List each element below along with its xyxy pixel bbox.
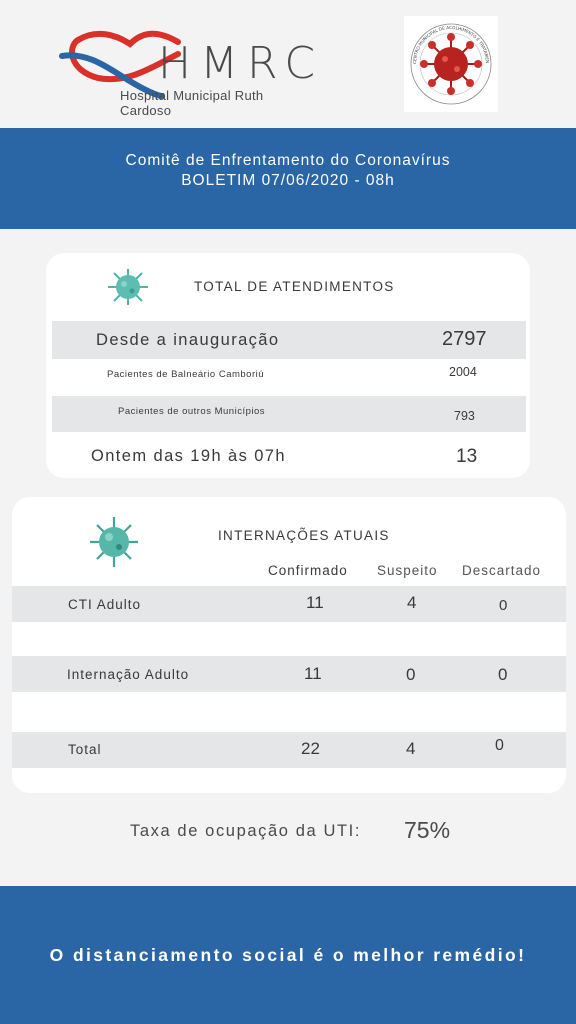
- internacoes-title: INTERNAÇÕES ATUAIS: [218, 528, 390, 543]
- total-suspeito: 4: [406, 739, 416, 758]
- row-label-cti: CTI Adulto: [68, 597, 142, 612]
- header-descartado: Descartado: [462, 563, 542, 578]
- internacoes-card: [12, 497, 566, 793]
- logo-subtitle: Hospital Municipal Ruth Cardoso: [120, 88, 264, 118]
- footer-message: O distanciamento social é o melhor remédio!: [49, 945, 527, 965]
- internacao-descartado: 0: [498, 665, 508, 684]
- header-suspeito: Suspeito: [377, 563, 438, 578]
- header: [0, 0, 576, 128]
- total-descartado: 0: [495, 737, 504, 754]
- logo-text: HMRC: [158, 38, 325, 89]
- atendimentos-title: TOTAL DE ATENDIMENTOS: [194, 279, 395, 294]
- inauguracao-label: Desde a inauguração: [96, 331, 280, 349]
- internacao-suspeito: 0: [406, 665, 416, 684]
- virus-icon: [88, 515, 140, 569]
- header-confirmado: Confirmado: [268, 563, 348, 578]
- outros-label: Pacientes de outros Municípios: [118, 406, 266, 417]
- ontem-value: 13: [456, 446, 478, 467]
- footer-banner: [0, 886, 576, 1024]
- internacao-confirmado: 11: [304, 664, 322, 683]
- ontem-label: Ontem das 19h às 07h: [91, 447, 286, 465]
- banner-bulletin-date: BOLETIM 07/06/2020 - 08h: [181, 172, 395, 189]
- ocupacao-value: 75%: [404, 817, 451, 843]
- total-confirmado: 22: [301, 739, 320, 758]
- hmrc-logo: [58, 22, 325, 118]
- title-banner: [0, 128, 576, 229]
- cti-descartado: 0: [499, 597, 508, 614]
- cti-confirmado: 11: [306, 593, 324, 612]
- bc-label: Pacientes de Balneário Camboriú: [107, 369, 265, 380]
- row-label-internacao: Internação Adulto: [67, 667, 190, 682]
- inauguracao-value: 2797: [442, 328, 487, 350]
- outros-value: 793: [454, 409, 475, 423]
- ocupacao-label: Taxa de ocupação da UTI:: [130, 822, 362, 840]
- row-label-total: Total: [68, 742, 102, 757]
- cti-suspeito: 4: [407, 593, 417, 612]
- covid-seal-icon: [404, 16, 498, 112]
- atendimentos-card: [46, 253, 530, 478]
- banner-title: Comitê de Enfrentamento do Coronavírus: [125, 152, 451, 169]
- seal-text: CENTRO MUNICIPAL DE ACOLHIMENTO E TRATAMEN: [411, 24, 491, 65]
- covid-seal: [404, 16, 498, 112]
- virus-icon: [106, 267, 150, 307]
- bc-value: 2004: [449, 365, 477, 379]
